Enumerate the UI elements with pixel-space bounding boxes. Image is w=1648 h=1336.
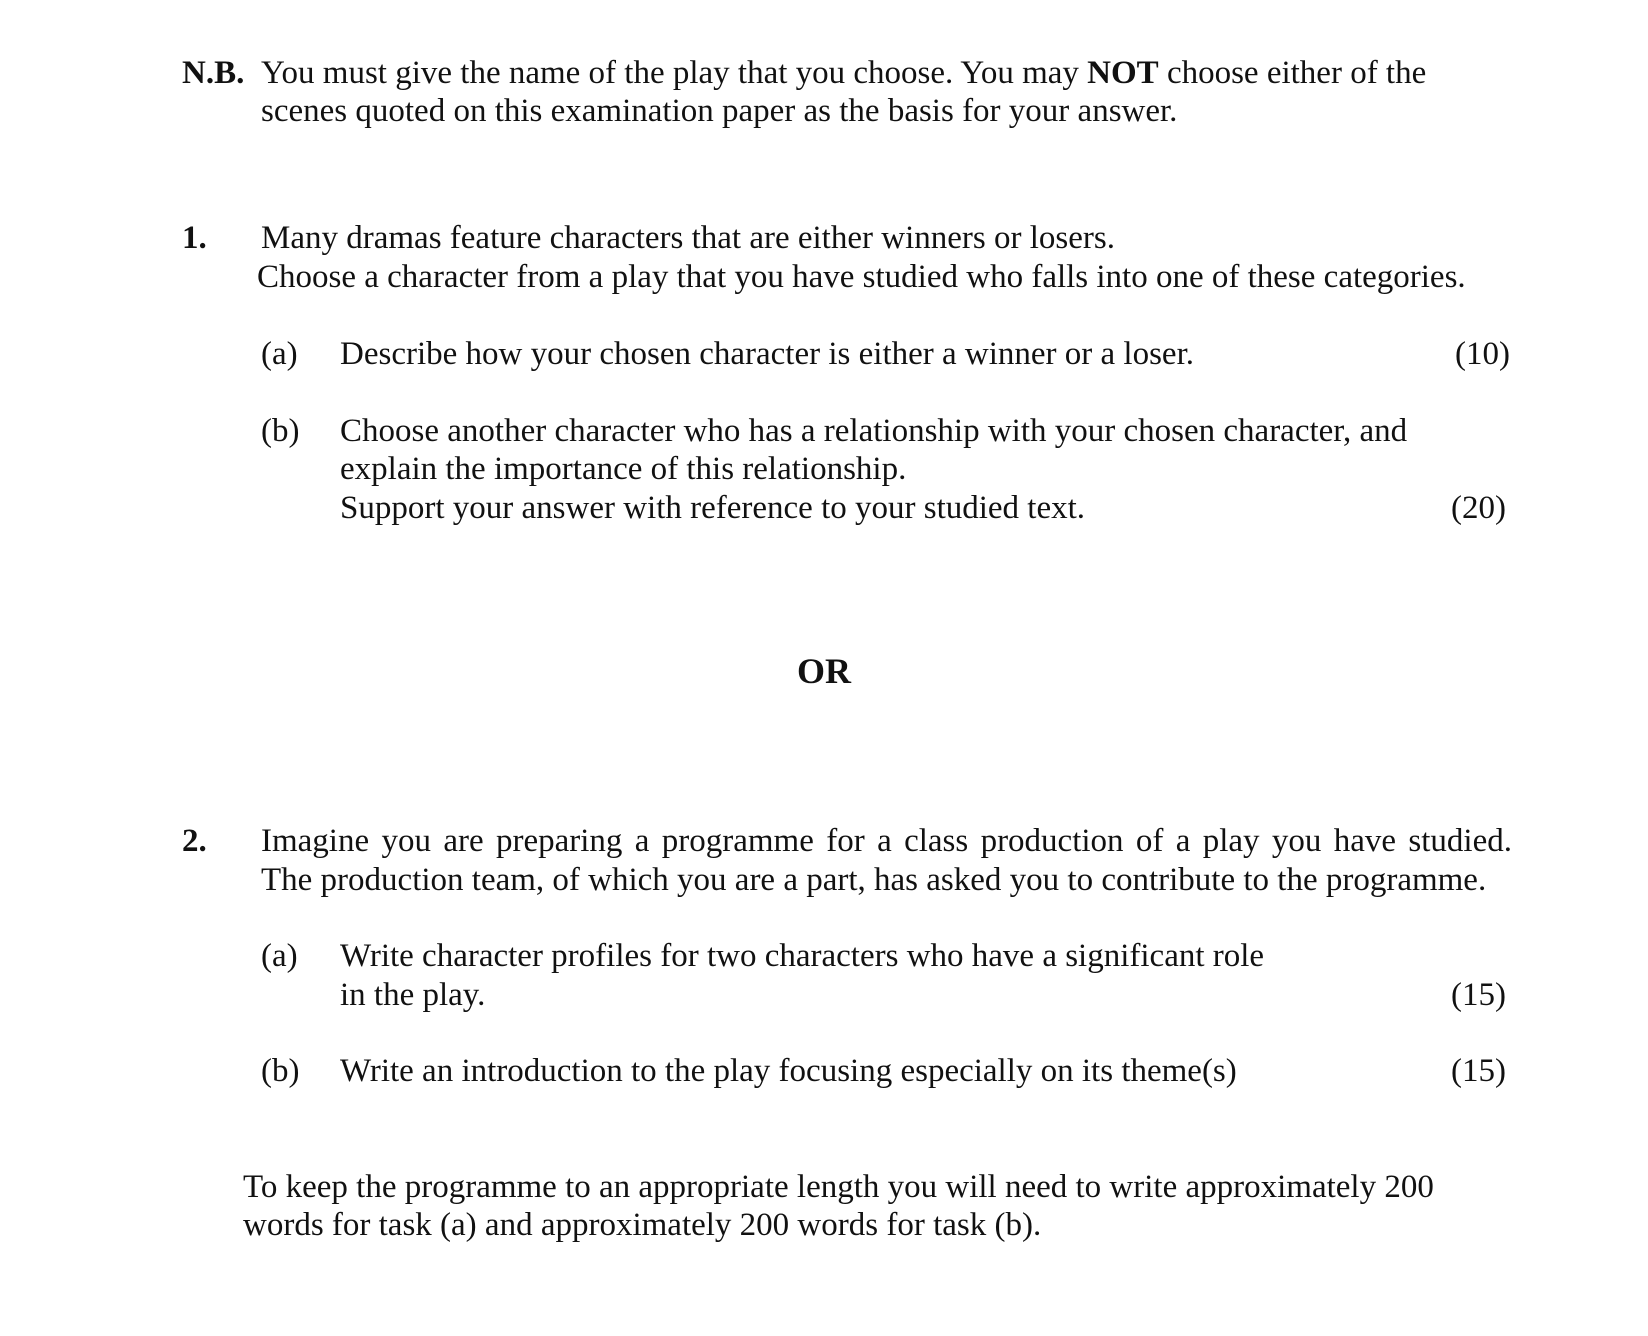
nb-line-1-start: You must give the name of the play that you choose. You may	[261, 55, 1088, 91]
or-heading: OR	[797, 651, 851, 691]
q2-number: 2.	[182, 823, 207, 859]
q2a-marks: (15)	[1451, 977, 1506, 1013]
nb-line-1	[261, 54, 1426, 92]
nb-line-1-end: choose either of the	[1158, 55, 1427, 91]
q1-intro-line-2: Choose a character from a play that you have studied who falls into one of these categories.	[257, 259, 1466, 295]
q1a-text: Describe how your chosen character is either a winner or a loser.	[340, 336, 1194, 372]
q2-intro-line-2: The production team, of which you are a part, has asked you to contribute to the programme.	[261, 862, 1487, 898]
q1a-label: (a)	[261, 336, 298, 372]
q2a-label: (a)	[261, 938, 298, 974]
nb-label: N.B.	[182, 55, 245, 91]
q1-number: 1.	[182, 220, 207, 256]
q2b-label: (b)	[261, 1053, 300, 1089]
q1b-label: (b)	[261, 413, 300, 449]
nb-not-emphasis: NOT	[1087, 55, 1159, 91]
q2-note-line-2: words for task (a) and approximately 200 words for task (b).	[243, 1207, 1042, 1243]
q2a-line-2: in the play.	[340, 977, 486, 1013]
q1b-line-1: Choose another character who has a relationship with your chosen character, and	[340, 413, 1408, 449]
q1b-line-3: Support your answer with reference to your studied text.	[340, 490, 1086, 526]
q2-intro-line-1: Imagine you are preparing a programme for a class production of a play you have studied.	[261, 823, 1512, 859]
q1b-line-2: explain the importance of this relationship.	[340, 451, 907, 487]
q1b-marks: (20)	[1451, 490, 1506, 526]
nb-line-2: scenes quoted on this examination paper as the basis for your answer.	[261, 93, 1178, 129]
q2-note-line-1: To keep the programme to an appropriate length you will need to write approximately 200	[243, 1169, 1434, 1205]
q2b-marks: (15)	[1451, 1053, 1506, 1089]
q1a-marks: (10)	[1455, 336, 1510, 372]
q2a-line-1: Write character profiles for two characters who have a significant role	[340, 938, 1265, 974]
q2b-text: Write an introduction to the play focusing especially on its theme(s)	[340, 1053, 1237, 1089]
q1-intro-line-1: Many dramas feature characters that are either winners or losers.	[261, 220, 1115, 256]
